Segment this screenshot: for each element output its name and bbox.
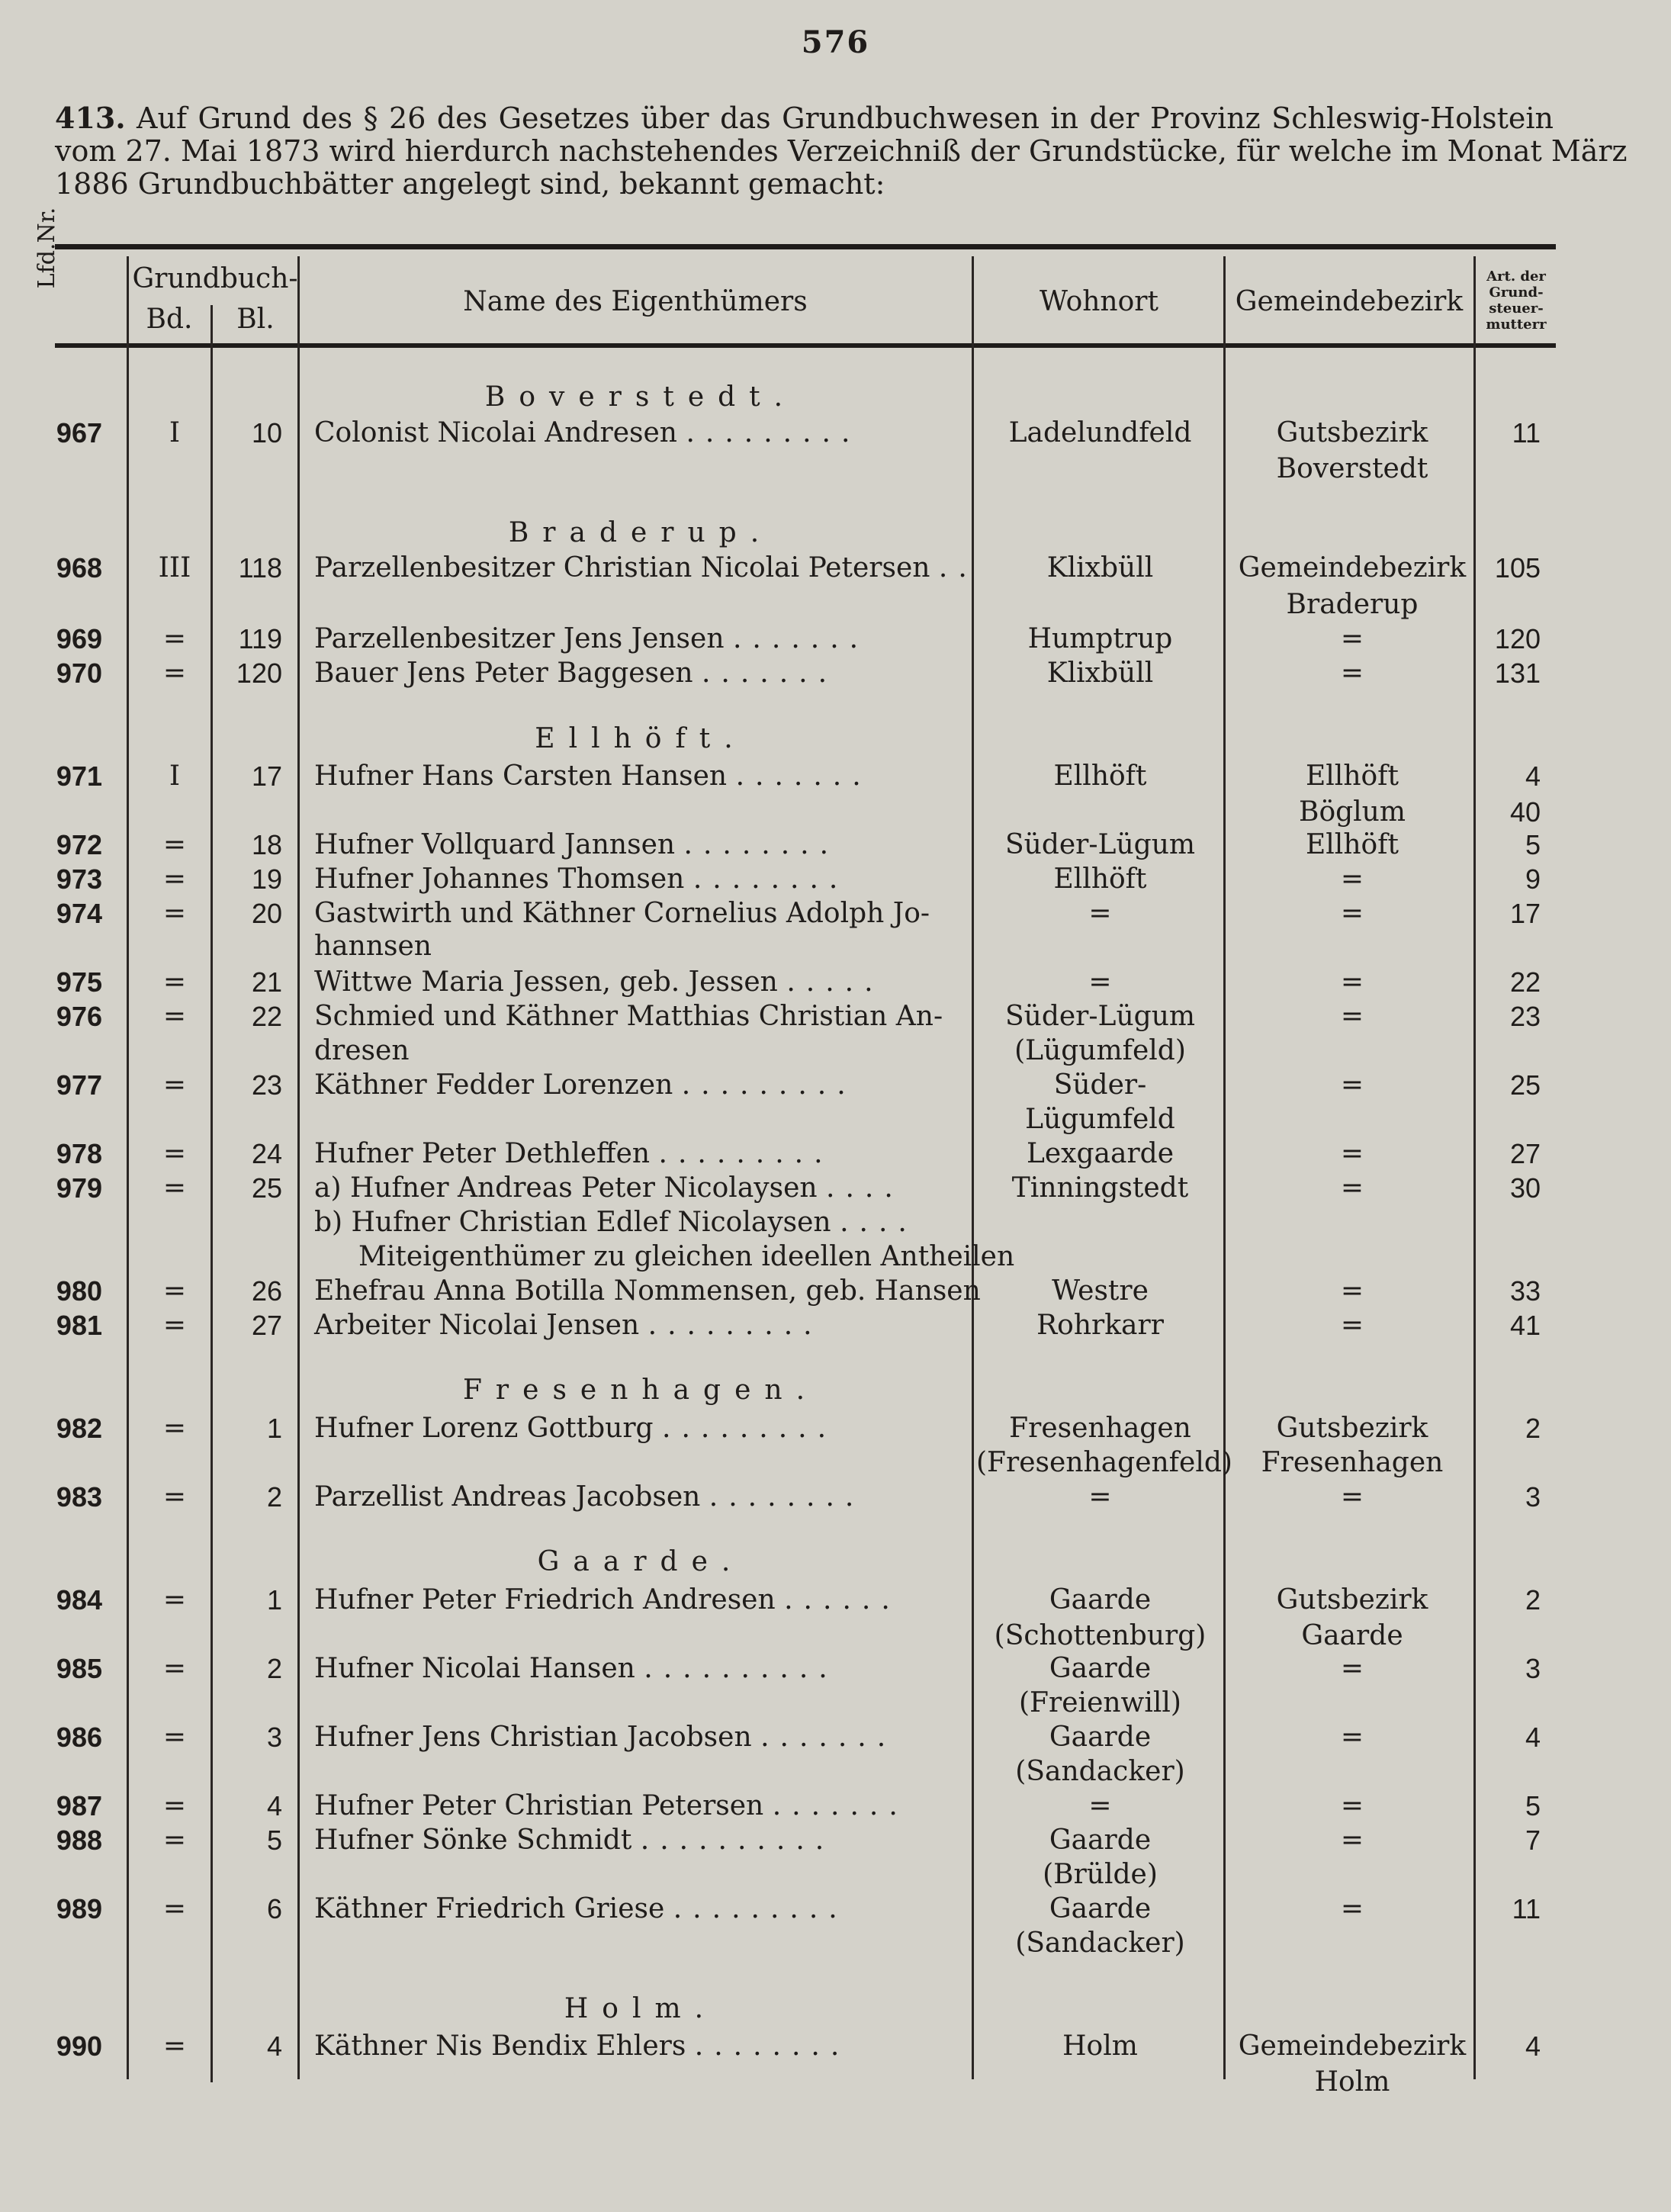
table-row: 989 = 6 Käthner Friedrich Griese ......... Gaarde = 11 [56, 1893, 1541, 1924]
table-row: 987 = 4 Hufner Peter Christian Petersen ....... = = 5 [56, 1790, 1541, 1821]
table-row-continuation: Böglum 40 [1298, 796, 1541, 828]
table-row-continuation: Lügumfeld [1025, 1104, 1175, 1135]
table-row: 976 = 22 Schmied und Käthner Matthias Christian An- Süder-Lügum = 23 [56, 1001, 1541, 1032]
section-ellhoeft: Ellhöft. [535, 723, 747, 754]
intro-line-1: 413. Auf Grund des § 26 des Gesetzes über das Grundbuchwesen in der Provinz Schleswig-Holstein [55, 101, 1554, 135]
table-row: 983 = 2 Parzellist Andreas Jacobsen ........ = = 3 [56, 1481, 1541, 1513]
intro-line-2: vom 27. Mai 1873 wird hierdurch nachstehendes Verzeichniß der Grundstücke, für welche im Monat März [55, 134, 1628, 168]
section-fresenhagen: Fresenhagen. [462, 1374, 819, 1406]
header-gemeindebezirk: Gemeindebezirk [1235, 286, 1464, 317]
table-row-continuation: b) Hufner Christian Edlef Nicolaysen .... [314, 1207, 917, 1238]
table-row-continuation: (Schottenburg) Gaarde [994, 1620, 1403, 1651]
section-braderup: Braderup. [508, 517, 773, 548]
table-row: 977 = 23 Käthner Fedder Lorenzen ......... Süder- = 25 [56, 1069, 1541, 1101]
table-row: 981 = 27 Arbeiter Nicolai Jensen ......... Rohrkarr = 41 [56, 1310, 1541, 1341]
table-row-continuation: (Fresenhagenfeld) Fresenhagen [976, 1447, 1444, 1478]
table-row: 979 = 25 a) Hufner Andreas Peter Nicolaysen .... Tinningstedt = 30 [56, 1172, 1541, 1204]
page-number: 576 [801, 24, 870, 60]
table-row-continuation: Braderup [1286, 589, 1419, 620]
intro-line-3: 1886 Grundbuchbätter angelegt sind, bekannt gemacht: [55, 167, 885, 201]
table-row: 973 = 19 Hufner Johannes Thomsen ........ Ellhöft = 9 [56, 863, 1541, 895]
table-row-continuation: (Sandacker) [1015, 1756, 1185, 1787]
header-lfd-nr: Lfd.Nr. [34, 207, 60, 289]
header-bottom-rule [55, 343, 1556, 348]
header-bl: Bl. [236, 304, 275, 335]
table-row: 975 = 21 Wittwe Maria Jessen, geb. Jessen ..... = = 22 [56, 966, 1541, 998]
header-bd: Bd. [146, 304, 193, 335]
table-row: 967 I 10 Colonist Nicolai Andresen ......... Ladelundfeld Gutsbezirk 11 [56, 417, 1541, 449]
table-row: 974 = 20 Gastwirth und Käthner Cornelius Adolph Jo- = = 17 [56, 898, 1541, 929]
table-row: 986 = 3 Hufner Jens Christian Jacobsen ....... Gaarde = 4 [56, 1722, 1541, 1753]
section-holm: Holm. [564, 1993, 718, 2024]
table-row-continuation: (Sandacker) [1015, 1927, 1185, 1959]
table-row: 988 = 5 Hufner Sönke Schmidt .......... Gaarde = 7 [56, 1825, 1541, 1856]
table-row: 971 I 17 Hufner Hans Carsten Hansen ....... Ellhöft Ellhöft 4 [56, 760, 1541, 792]
table-row: 968 III 118 Parzellenbesitzer Christian Nicolai Petersen .. Klixbüll Gemeindebezirk 105 [56, 552, 1541, 584]
header-name: Name des Eigenthümers [463, 286, 808, 317]
header-wohnort: Wohnort [1040, 286, 1158, 317]
table-row: 978 = 24 Hufner Peter Dethleffen ......... Lexgaarde = 27 [56, 1138, 1541, 1169]
intro-paragraph [55, 101, 1628, 201]
table-row: 969 = 119 Parzellenbesitzer Jens Jensen ....... Humptrup = 120 [56, 623, 1541, 654]
table-row: 985 = 2 Hufner Nicolai Hansen .......... Gaarde = 3 [56, 1653, 1541, 1684]
section-boverstedt: Boverstedt. [484, 381, 797, 413]
header-mutterrolle: Art. der Grund- steuer- mutterr [1486, 268, 1547, 333]
header-top-rule [55, 244, 1556, 249]
section-gaarde: Gaarde. [537, 1546, 744, 1577]
table-row: 970 = 120 Bauer Jens Peter Baggesen ....... Klixbüll = 131 [56, 657, 1541, 689]
header-grundbuch: Grundbuch- [132, 263, 298, 294]
table-row-continuation: (Brülde) [1043, 1859, 1158, 1890]
table-row-continuation: Holm [1314, 2066, 1390, 2098]
table-row: 982 = 1 Hufner Lorenz Gottburg ......... Fresenhagen Gutsbezirk 2 [56, 1413, 1541, 1444]
table-row: 990 = 4 Käthner Nis Bendix Ehlers ........ Holm Gemeindebezirk 4 [56, 2030, 1541, 2062]
announcement-number: 413. [55, 101, 126, 135]
table-row-continuation: Miteigenthümer zu gleichen ideellen Antheilen [358, 1241, 1015, 1272]
table-row-continuation: dresen (Lügumfeld) [314, 1035, 1186, 1066]
table-row: 972 = 18 Hufner Vollquard Jannsen ........ Süder-Lügum Ellhöft 5 [56, 829, 1541, 860]
table-row-continuation: hannsen [314, 931, 432, 962]
table-row-continuation: Boverstedt [1276, 453, 1428, 484]
table-row-continuation: (Freienwill) [1019, 1687, 1181, 1718]
table-row: 980 = 26 Ehefrau Anna Botilla Nommensen, geb. Hansen Westre = 33 [56, 1275, 1541, 1307]
table-row: 984 = 1 Hufner Peter Friedrich Andresen ...... Gaarde Gutsbezirk 2 [56, 1584, 1541, 1616]
